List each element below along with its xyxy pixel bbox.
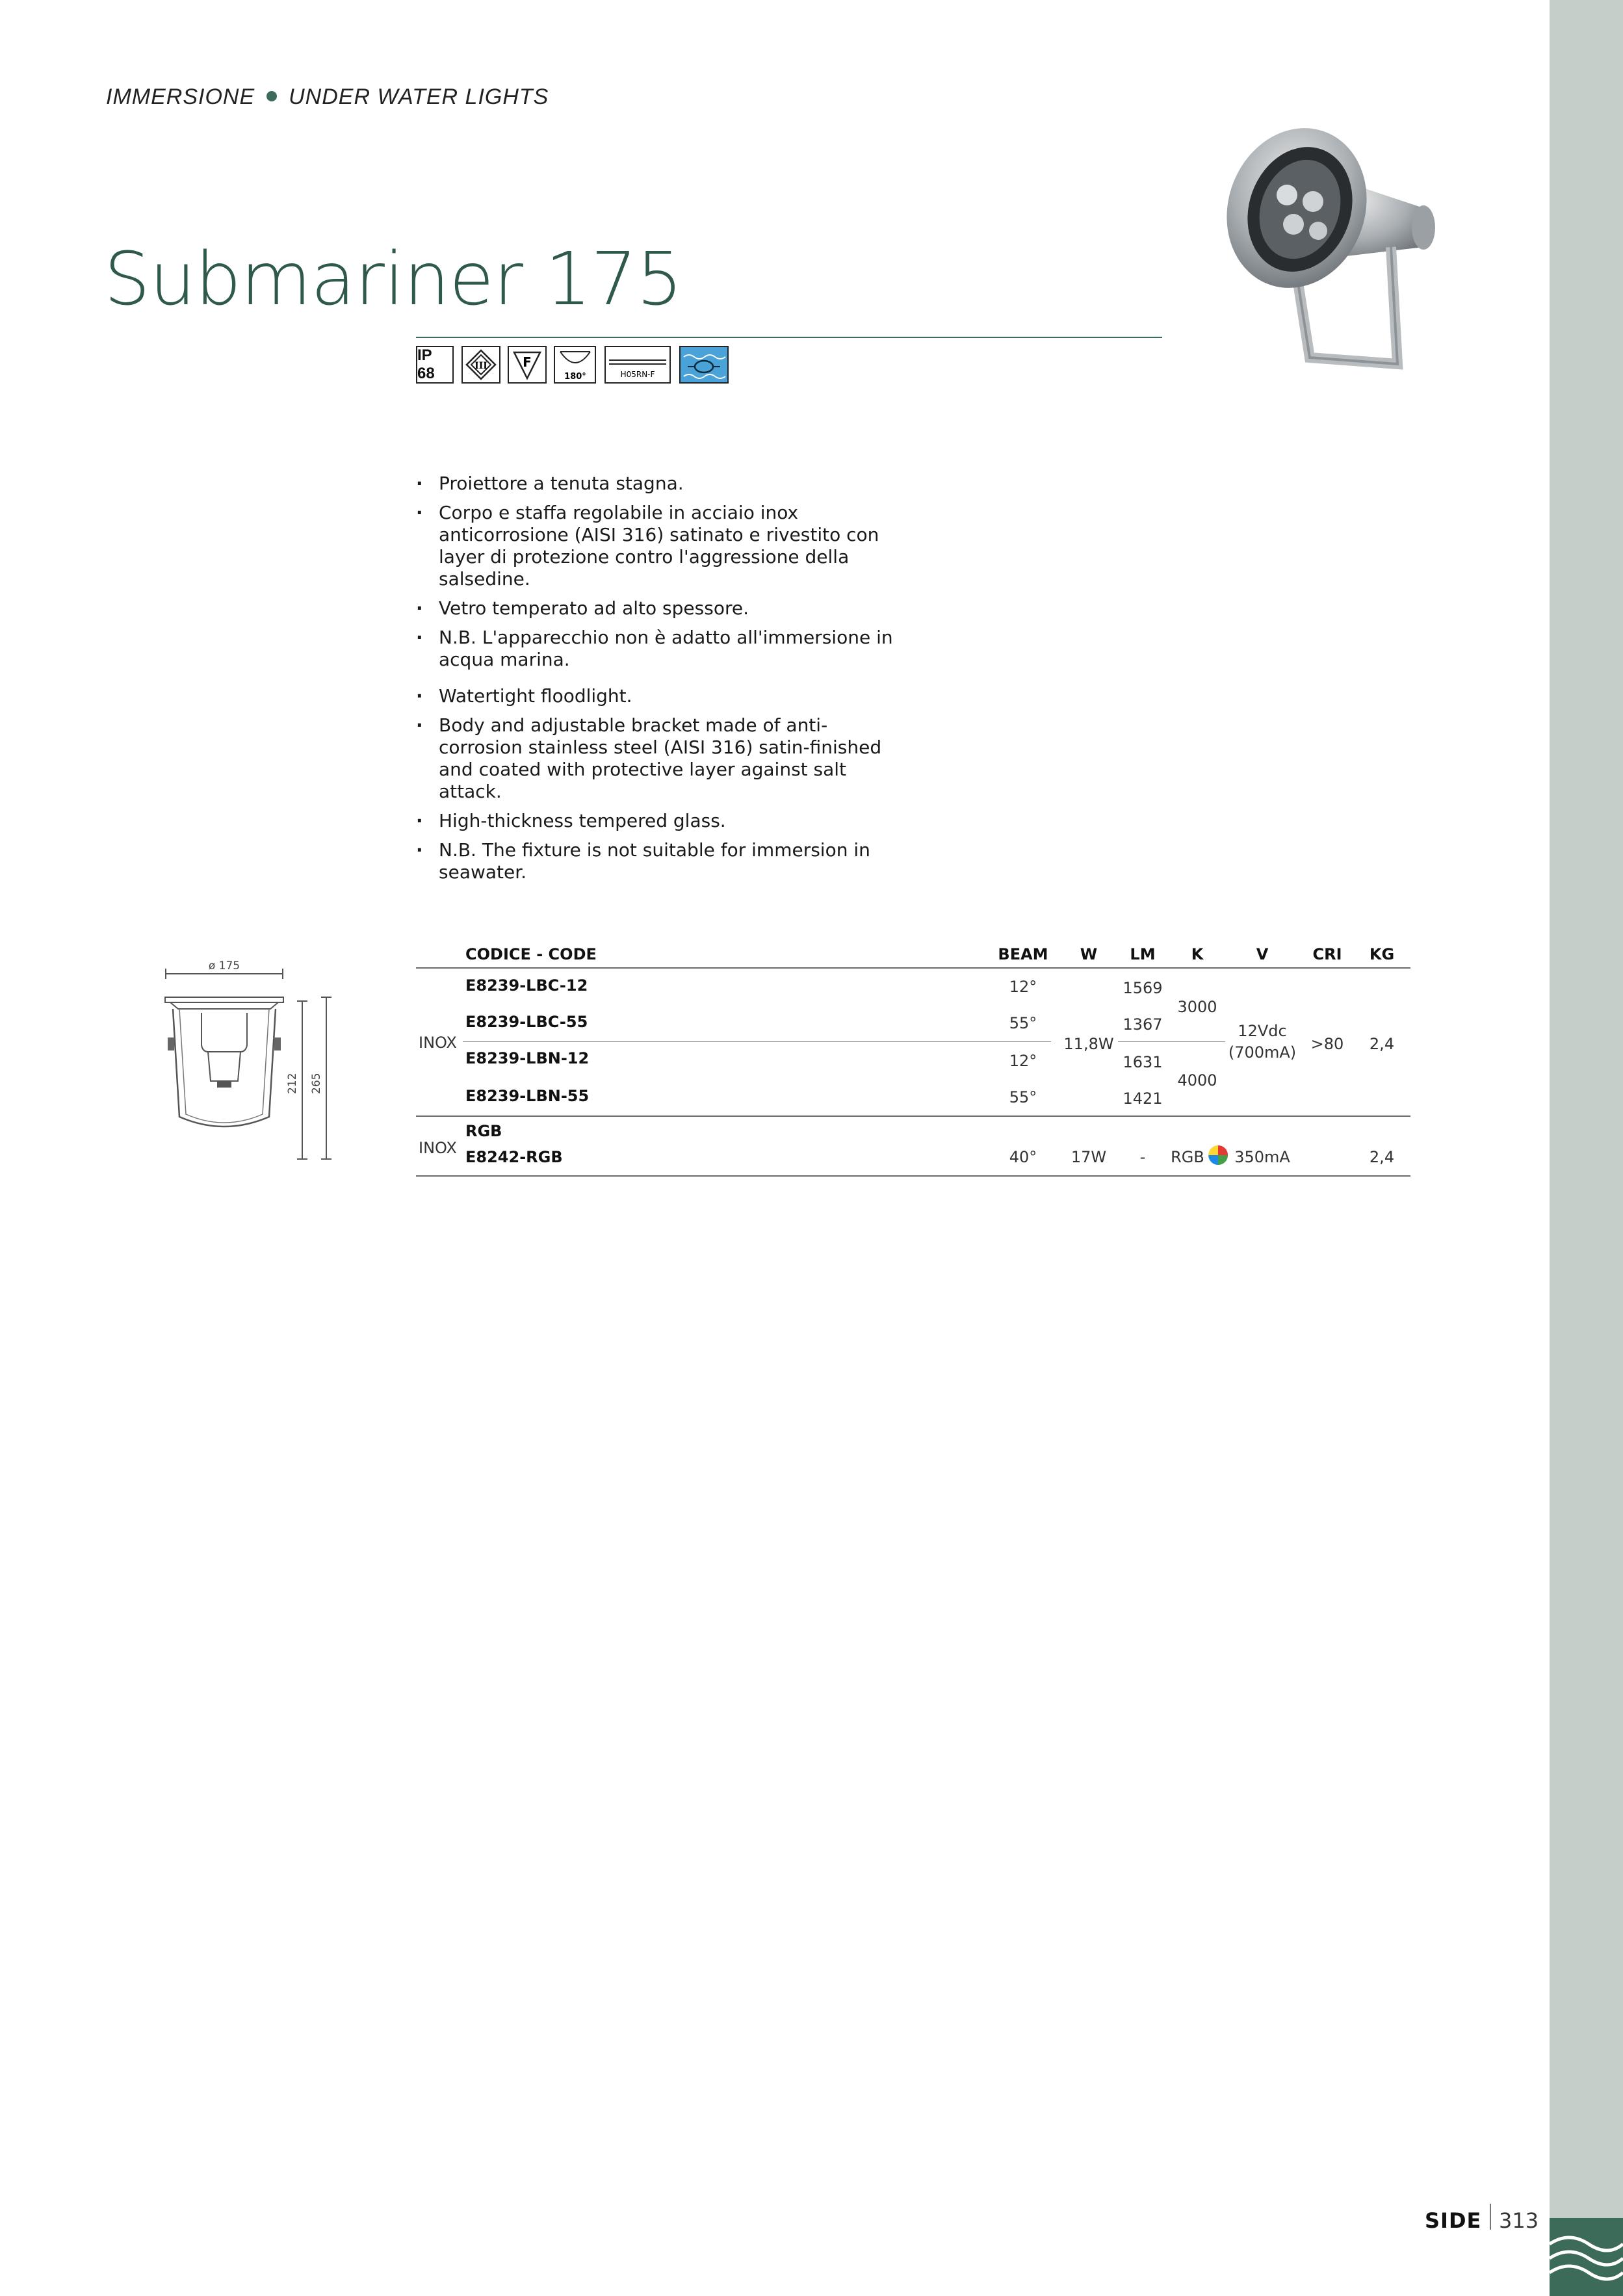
header-v: V bbox=[1256, 945, 1269, 963]
weight-value: 2,4 bbox=[1369, 1035, 1395, 1053]
class-iii-icon bbox=[461, 346, 500, 384]
header-kg: KG bbox=[1369, 945, 1395, 963]
page-number: 313 bbox=[1499, 2208, 1539, 2233]
code-e8239-lbc-12: E8239-LBC-12 bbox=[465, 976, 588, 995]
title-divider bbox=[416, 337, 1162, 338]
list-item: · N.B. L'apparecchio non è adatto all'immersione in acqua marina. bbox=[416, 627, 910, 671]
code-e8242-rgb: E8242-RGB bbox=[465, 1148, 563, 1166]
group-rule bbox=[416, 1115, 1410, 1117]
beam-value: 12° bbox=[1009, 978, 1037, 996]
table-bottom-rule bbox=[416, 1175, 1410, 1177]
code-e8239-lbc-55: E8239-LBC-55 bbox=[465, 1013, 588, 1031]
header-k: K bbox=[1191, 945, 1204, 963]
list-item: · High-thickness tempered glass. bbox=[416, 810, 910, 832]
header-rule bbox=[416, 967, 1410, 969]
lumen-value: 1569 bbox=[1123, 979, 1163, 997]
product-photo bbox=[1209, 98, 1443, 384]
footer-brand: SIDE bbox=[1425, 2208, 1482, 2233]
spec-table bbox=[416, 936, 1410, 1183]
voltage-value: 350mA bbox=[1234, 1148, 1290, 1166]
header-code: CODICE - CODE bbox=[465, 945, 597, 963]
row-divider bbox=[463, 1041, 1051, 1042]
breadcrumb bbox=[106, 85, 549, 110]
voltage-line-2: (700mA) bbox=[1228, 1043, 1297, 1062]
header-lm: LM bbox=[1130, 945, 1156, 963]
svg-text:III: III bbox=[474, 361, 487, 371]
svg-text:180°: 180° bbox=[564, 372, 586, 382]
cable-icon bbox=[606, 348, 669, 381]
kelvin-3000: 3000 bbox=[1177, 998, 1217, 1016]
f-mark-icon bbox=[508, 346, 547, 384]
list-item: · Proiettore a tenuta stagna. bbox=[416, 473, 910, 495]
watt-value: 17W bbox=[1071, 1148, 1107, 1166]
underwater-lamp-icon bbox=[681, 348, 727, 382]
row-divider bbox=[1118, 1041, 1225, 1042]
kelvin-rgb bbox=[1171, 1148, 1228, 1168]
list-item: · N.B. The fixture is not suitable for immersion in seawater. bbox=[416, 839, 910, 883]
breadcrumb-subcategory: UNDER WATER LIGHTS bbox=[289, 85, 549, 109]
material-inox: INOX bbox=[419, 1139, 457, 1157]
group-label-rgb: RGB bbox=[465, 1122, 502, 1140]
kelvin-4000: 4000 bbox=[1177, 1071, 1217, 1089]
beam-value: 55° bbox=[1009, 1014, 1037, 1032]
lumen-value: 1421 bbox=[1123, 1089, 1163, 1108]
description-english bbox=[416, 685, 910, 891]
class-iii-diamond-icon bbox=[465, 348, 497, 381]
lumen-value: 1367 bbox=[1123, 1015, 1163, 1034]
drawing-diameter-label: ø 175 bbox=[208, 961, 240, 972]
sidebar-band bbox=[1550, 0, 1623, 2296]
technical-drawing bbox=[156, 961, 338, 1169]
beam-value: 40° bbox=[1009, 1148, 1037, 1166]
header-w: W bbox=[1080, 945, 1098, 963]
rgb-color-wheel-icon bbox=[1208, 1145, 1228, 1165]
drawing-height-212-label: 212 bbox=[286, 1073, 299, 1094]
beam-value: 55° bbox=[1009, 1088, 1037, 1106]
voltage-line-1: 12Vdc bbox=[1238, 1022, 1287, 1040]
material-inox: INOX bbox=[419, 1034, 457, 1052]
lumen-value: - bbox=[1139, 1148, 1146, 1166]
immersion-icon bbox=[679, 346, 729, 384]
description-italian bbox=[416, 473, 910, 678]
watt-value: 11,8W bbox=[1063, 1035, 1114, 1053]
cable-h05rnf-icon bbox=[604, 346, 671, 384]
weight-value: 2,4 bbox=[1369, 1148, 1395, 1166]
header-beam: BEAM bbox=[998, 945, 1048, 963]
code-e8239-lbn-55: E8239-LBN-55 bbox=[465, 1087, 590, 1105]
list-item: · Body and adjustable bracket made of anti-corrosion stainless steel (AISI 316) satin-finished and coated with protective layer against salt attack. bbox=[416, 714, 910, 803]
breadcrumb-category: IMMERSIONE bbox=[106, 85, 255, 109]
bullet-dot-icon bbox=[266, 91, 277, 101]
wave-logo-icon bbox=[1550, 2218, 1623, 2296]
svg-text:H05RN-F: H05RN-F bbox=[620, 370, 655, 379]
cri-value: >80 bbox=[1310, 1035, 1344, 1053]
code-e8239-lbn-12: E8239-LBN-12 bbox=[465, 1049, 590, 1067]
kelvin-rgb-label: RGB bbox=[1171, 1148, 1204, 1166]
ip68-icon: IP 68 bbox=[416, 346, 454, 384]
header-cri: CRI bbox=[1312, 945, 1342, 963]
list-item: · Corpo e staffa regolabile in acciaio inox anticorrosione (AISI 316) satinato e rivestito con layer di protezione contro l'aggressione della salsedine. bbox=[416, 502, 910, 590]
list-item: · Watertight floodlight. bbox=[416, 685, 910, 707]
footer-separator bbox=[1490, 2204, 1491, 2230]
svg-text:F: F bbox=[523, 354, 532, 370]
f-triangle-icon bbox=[511, 348, 543, 381]
beam-angle-icon bbox=[556, 348, 594, 382]
drawing-height-265-label: 265 bbox=[310, 1073, 323, 1094]
page-title: Submariner 175 bbox=[104, 237, 682, 322]
beam-value: 12° bbox=[1009, 1052, 1037, 1070]
lumen-value: 1631 bbox=[1123, 1053, 1163, 1071]
list-item: · Vetro temperato ad alto spessore. bbox=[416, 597, 910, 620]
beam-180-icon bbox=[554, 346, 596, 384]
